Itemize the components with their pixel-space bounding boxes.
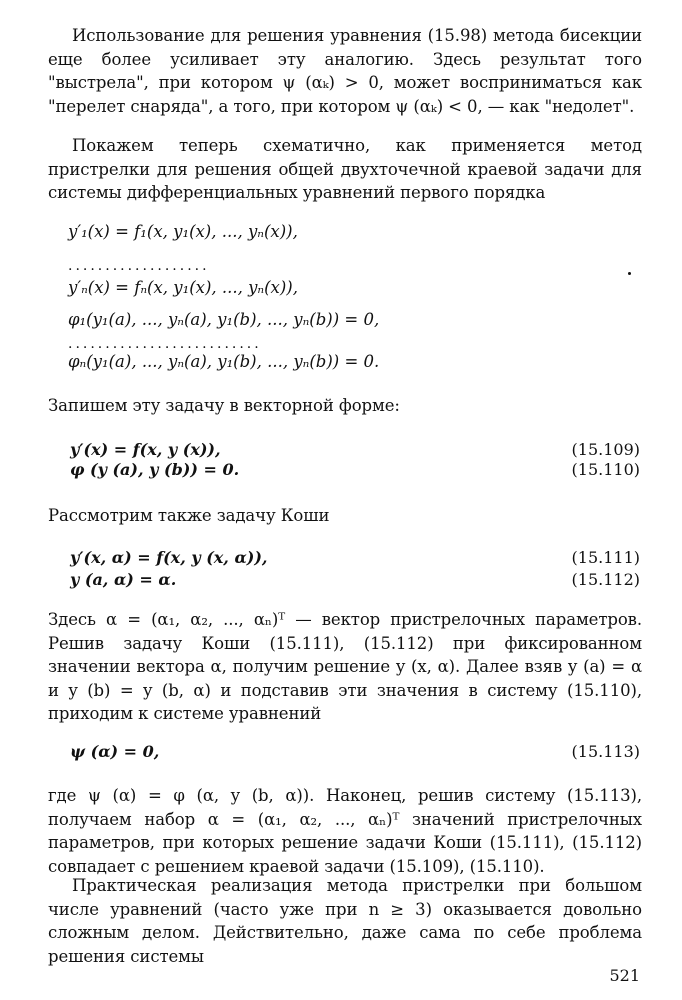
paragraph-shooting-parameters: Здесь α = (α₁, α₂, ..., αₙ)ᵀ — вектор пристрелочных параметров. Решив задачу Коши (15.111), (15.112) при фиксированном значении вектора α, получим решение y (x, α). Далее взяв y (a) = α и y (b) = y (b, α) и подставив эти значения в систему (15.110), приходим к системе уравнений: [48, 610, 642, 723]
paragraph-vector-form: Запишем эту задачу в векторной форме:: [48, 396, 400, 415]
equation-15-111: y′(x, α) = f(x, y (x, α)),: [70, 548, 268, 567]
paragraph-cauchy: Рассмотрим также задачу Коши: [48, 506, 330, 525]
page-number: 521: [609, 966, 640, 985]
system-dots-1: ...................: [68, 258, 210, 274]
paragraph-practical: Практическая реализация метода пристрелки при большом числе уравнений (часто уже при n ≥ 3) оказывается довольно сложным делом. Действительно, даже сама по себе проблема решения системы: [48, 876, 642, 966]
equation-number-15-110: (15.110): [571, 460, 640, 479]
equation-number-15-112: (15.112): [571, 570, 640, 589]
system-dots-2: ..........................: [68, 336, 262, 352]
equation-15-113: ψ (α) = 0,: [70, 742, 160, 761]
paragraph-solution-set: где ψ (α) = φ (α, y (b, α)). Наконец, решив систему (15.113), получаем набор α = (α₁, α₂, ..., αₙ)ᵀ значений пристрелочных параметров, при которых решение задачи Коши (15.111), (15.112) совпадает с решением краевой задачи (15.109), (15.110).: [48, 786, 642, 876]
equation-number-15-111: (15.111): [571, 548, 640, 567]
margin-dot: [628, 272, 631, 275]
system-line-4: φₙ(y₁(a), ..., yₙ(a), y₁(b), ..., yₙ(b)) = 0.: [68, 352, 380, 371]
equation-number-15-109: (15.109): [571, 440, 640, 459]
paragraph-shooting-intro: Покажем теперь схематично, как применяется метод пристрелки для решения общей двухточечной краевой задачи для системы дифференциальных уравнений первого порядка: [48, 136, 642, 202]
equation-15-109: y′(x) = f(x, y (x)),: [70, 440, 221, 459]
system-line-2: y′ₙ(x) = fₙ(x, y₁(x), ..., yₙ(x)),: [68, 278, 298, 297]
paragraph-bisection: Использование для решения уравнения (15.98) метода бисекции еще более усиливает эту аналогию. Здесь результат того "выстрела", при котором ψ (αₖ) > 0, может восприниматься как "перелет снаряда", а того, при котором ψ (αₖ) < 0, — как "недолет".: [48, 26, 642, 116]
equation-15-110: φ (y (a), y (b)) = 0.: [70, 460, 240, 479]
equation-number-15-113: (15.113): [571, 742, 640, 761]
system-line-1: y′₁(x) = f₁(x, y₁(x), ..., yₙ(x)),: [68, 222, 298, 241]
equation-15-112: y (a, α) = α.: [70, 570, 177, 589]
system-line-3: φ₁(y₁(a), ..., yₙ(a), y₁(b), ..., yₙ(b)) = 0,: [68, 310, 380, 329]
